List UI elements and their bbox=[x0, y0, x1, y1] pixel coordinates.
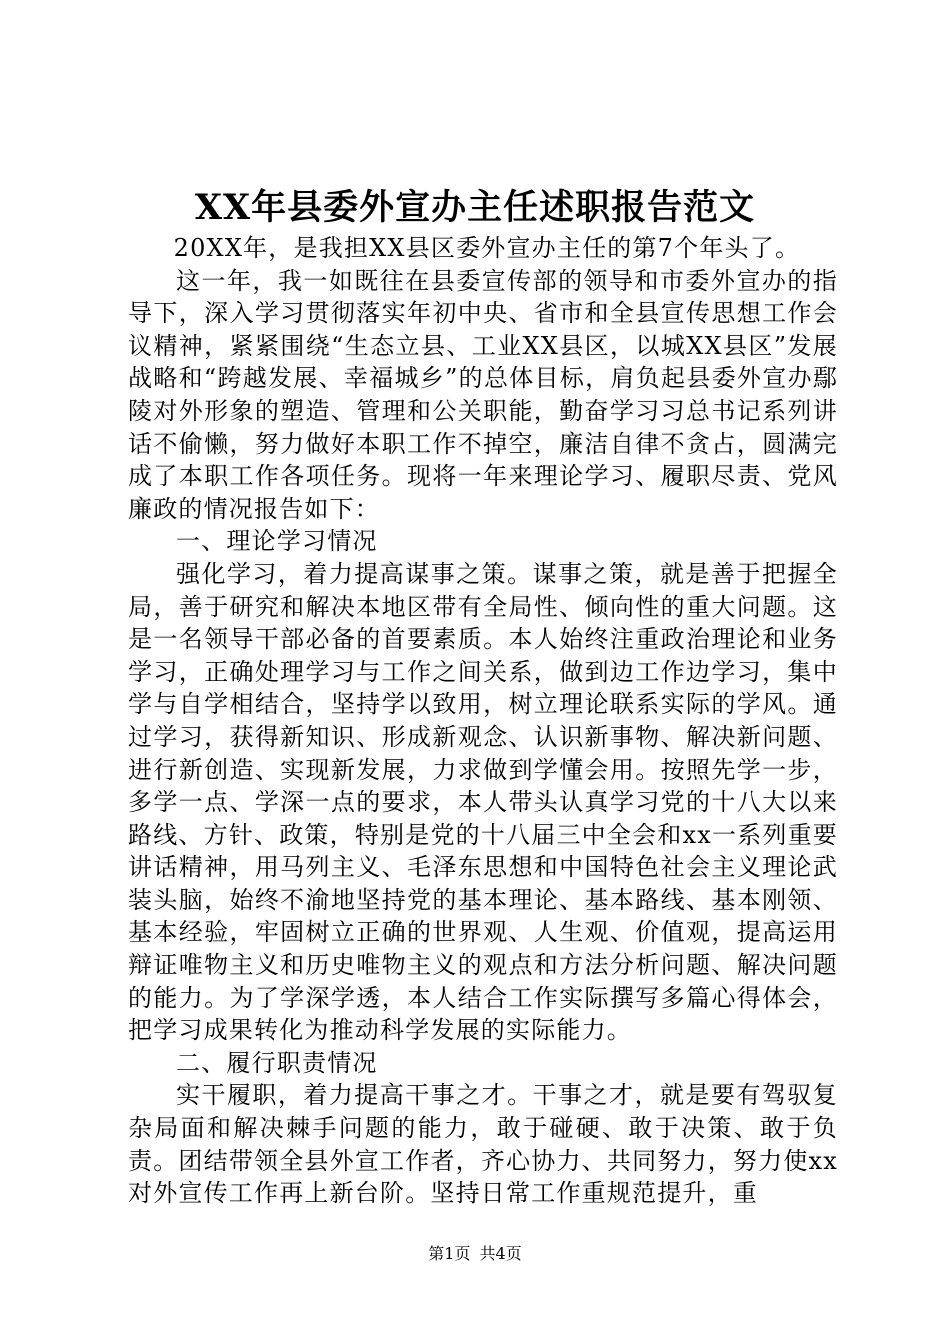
document-title: XX年县委外宣办主任述职报告范文 bbox=[194, 187, 756, 228]
paragraph-intro: 20XX年，是我担XX县区委外宣办主任的第7个年头了。 bbox=[173, 234, 801, 262]
page-footer bbox=[0, 1243, 950, 1265]
paragraph-duties: 实干履职，着力提高干事之才。干事之才，就是要有驾驭复杂局面和解决棘手问题的能力，敢于碰硬、敢于决策、敢于负责。团结带领全县外宣工作者，齐心协力、共同努力，努力使xx对外宣传工作再上新台阶。坚持日常工作重规范提升，重 bbox=[128, 1081, 838, 1208]
paragraph-overview: 这一年，我一如既往在县委宣传部的领导和市委外宣办的指导下，深入学习贯彻落实年初中央、省市和全县宣传思想工作会议精神，紧紧围绕“生态立县、工业XX县区，以城XX县区”发展战略和“跨越发展、幸福城乡”的总体目标，肩负起县委外宣办鄢陵对外形象的塑造、管理和公关职能，勤奋学习习总书记系列讲话不偷懒，努力做好本职工作不掉空，廉洁自律不贪占，圆满完成了本职工作各项任务。现将一年来理论学习、履职尽责、党风廉政的情况报告如下： bbox=[128, 266, 838, 523]
section-heading-theory-study: 一、理论学习情况 bbox=[176, 527, 378, 556]
paragraph-theory-study: 强化学习，着力提高谋事之策。谋事之策，就是善于把握全局，善于研究和解决本地区带有全局性、倾向性的重大问题。这是一名领导干部必备的首要素质。本人始终注重政治理论和业务学习，正确处理学习与工作之间关系，做到边工作边学习，集中学与自学相结合，坚持学以致用，树立理论联系实际的学风。通过学习，获得新知识、形成新观念、认识新事物、解决新问题、进行新创造、实现新发展，力求做到学懂会用。按照先学一步，多学一点、学深一点的要求，本人带头认真学习党的十八大以来路线、方针、政策，特别是党的十八届三中全会和xx一系列重要讲话精神，用马列主义、毛泽东思想和中国特色社会主义理论武装头脑，始终不渝地坚持党的基本理论、基本路线、基本刚领、基本经验，牢固树立正确的世界观、人生观、价值观，提高运用辩证唯物主义和历史唯物主义的观点和方法分析问题、解决问题的能力。为了学深学透，本人结合工作实际撰写多篇心得体会，把学习成果转化为推动科学发展的实际能力。 bbox=[128, 559, 838, 1045]
document-body bbox=[128, 232, 838, 1210]
section-heading-duties: 二、履行职责情况 bbox=[176, 1048, 378, 1077]
page-total: 共4页 bbox=[479, 1244, 522, 1263]
page-number: 第1页 bbox=[428, 1244, 471, 1263]
